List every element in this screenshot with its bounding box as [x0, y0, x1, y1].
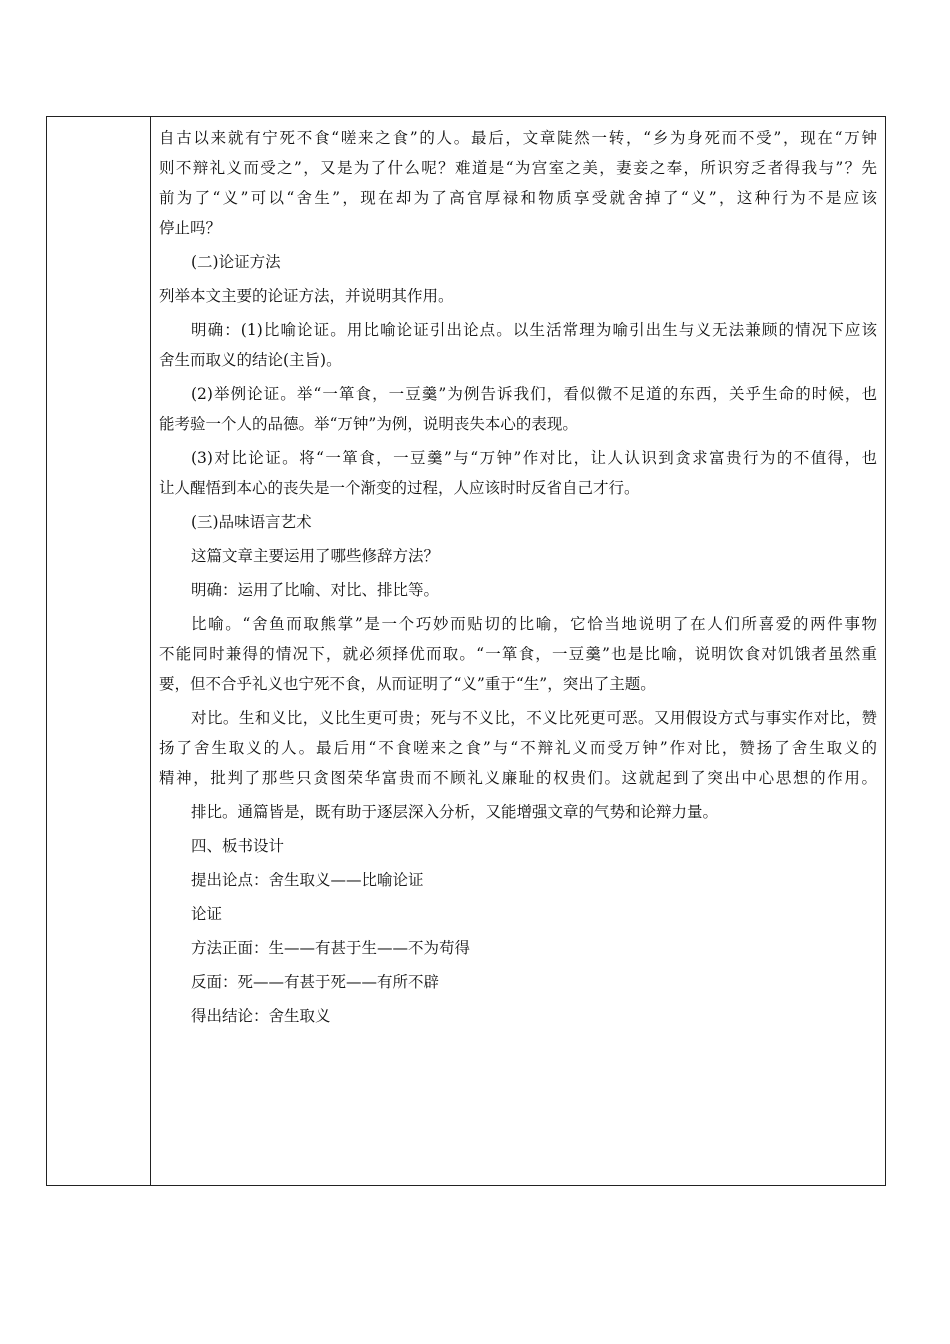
- text-line: (二)论证方法: [191, 253, 281, 271]
- text-line: 明确：(1)比喻论证。用比喻论证引出论点。以生活常理为喻引出生与义无法兼顾的情况下应该: [191, 321, 877, 339]
- text-line: 舍生而取义的结论(主旨)。: [159, 351, 342, 369]
- text-line: 这篇文章主要运用了哪些修辞方法？: [191, 547, 440, 565]
- text-line: (3)对比论证。将“一箪食，一豆羹”与“万钟”作对比，让人认识到贪求富贵行为的不值得，也: [191, 449, 877, 467]
- lesson-table: [46, 116, 886, 1186]
- table-left-column: [47, 117, 151, 1185]
- table-content-cell: [151, 117, 885, 1185]
- text-line: 对比。生和义比，义比生更可贵；死与不义比，不义比死更可恶。又用假设方式与事实作对比，赞: [191, 709, 877, 727]
- text-line: 能考验一个人的品德。举“万钟”为例，说明丧失本心的表现。: [159, 415, 578, 433]
- text-line: 要，但不合乎礼义也宁死不食，从而证明了“义”重于“生”，突出了主题。: [159, 675, 656, 693]
- text-line: (2)举例论证。举“一箪食，一豆羹”为例告诉我们，看似微不足道的东西，关乎生命的时候，也: [191, 385, 877, 403]
- text-line: 前为了“义”可以“舍生”，现在却为了高官厚禄和物质享受就舍掉了“义”，这种行为不是应该: [159, 189, 877, 207]
- text-line: 精神，批判了那些只贪图荣华富贵而不顾礼义廉耻的权贵们。这就起到了突出中心思想的作用。: [159, 769, 877, 787]
- text-line: 排比。通篇皆是，既有助于逐层深入分析，又能增强文章的气势和论辩力量。: [191, 803, 719, 821]
- text-line: 停止吗？: [159, 219, 222, 237]
- text-line: 论证: [191, 905, 223, 923]
- text-line: 反面：死——有甚于死——有所不辟: [191, 973, 440, 991]
- text-line: 明确：运用了比喻、对比、排比等。: [191, 581, 440, 599]
- text-line: 自古以来就有宁死不食“嗟来之食”的人。最后，文章陡然一转，“乡为身死而不受”，现在“万钟: [159, 129, 877, 147]
- text-line: 列举本文主要的论证方法，并说明其作用。: [159, 287, 454, 305]
- text-line: 四、板书设计: [191, 837, 285, 855]
- text-line: (三)品味语言艺术: [191, 513, 312, 531]
- text-line: 提出论点：舍生取义——比喻论证: [191, 871, 424, 889]
- text-line: 扬了舍生取义的人。最后用“不食嗟来之食”与“不辩礼义而受万钟”作对比，赞扬了舍生取义的: [159, 739, 877, 757]
- text-line: 得出结论：舍生取义: [191, 1007, 331, 1025]
- text-line: 不能同时兼得的情况下，就必须择优而取。“一箪食，一豆羹”也是比喻，说明饮食对饥饿者虽然重: [159, 645, 877, 663]
- text-line: 让人醒悟到本心的丧失是一个渐变的过程，人应该时时反省自己才行。: [159, 479, 640, 497]
- text-line: 比喻。“舍鱼而取熊掌”是一个巧妙而贴切的比喻，它恰当地说明了在人们所喜爱的两件事物: [191, 615, 877, 633]
- text-line: 方法正面：生——有甚于生——不为苟得: [191, 939, 471, 957]
- text-line: 则不辩礼义而受之”，又是为了什么呢？难道是“为宫室之美，妻妾之奉，所识穷乏者得我与”？先: [159, 159, 877, 177]
